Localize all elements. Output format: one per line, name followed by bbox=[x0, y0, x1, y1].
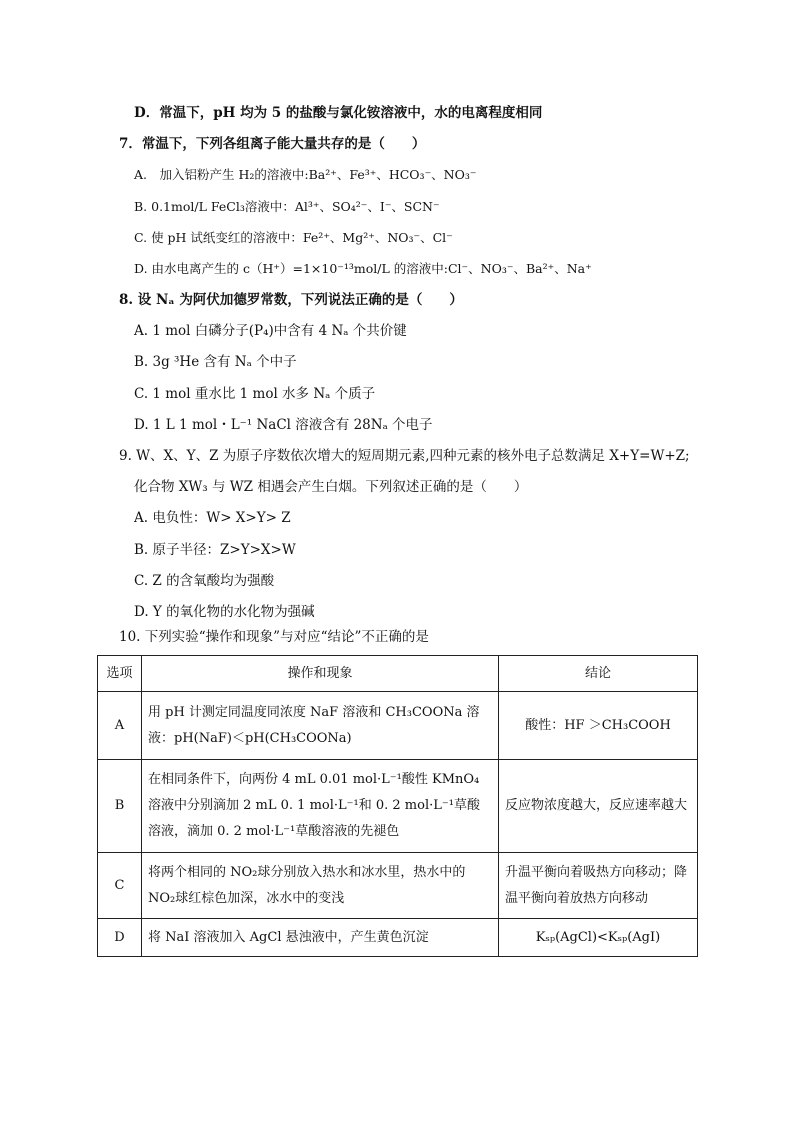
q8-stem: 8. 设 Nₐ 为阿伏加德罗常数，下列说法正确的是（ ） bbox=[119, 292, 463, 308]
row-operation: 将两个相同的 NO₂球分别放入热水和冰水里，热水中的 NO₂球红棕色加深，冰水中的变浅 bbox=[142, 853, 499, 919]
q7-option-c: C. 使 pH 试纸变红的溶液中：Fe²⁺、Mg²⁺、NO₃⁻、Cl⁻ bbox=[134, 230, 453, 245]
row-option: C bbox=[98, 853, 142, 919]
header-operation: 操作和现象 bbox=[142, 656, 499, 692]
table-row bbox=[98, 760, 698, 853]
q9-option-c: C. Z 的含氧酸均为强酸 bbox=[134, 573, 275, 589]
q8-option-c: C. 1 mol 重水比 1 mol 水多 Nₐ 个质子 bbox=[134, 386, 376, 402]
row-operation: 用 pH 计测定同温度同浓度 NaF 溶液和 CH₃COONa 溶液：pH(NaF)＜pH(CH₃COONa) bbox=[142, 692, 499, 760]
q8-option-b: B. 3g ³He 含有 Nₐ 个中子 bbox=[134, 354, 297, 370]
row-operation: 在相同条件下，向两份 4 mL 0.01 mol·L⁻¹酸性 KMnO₄ 溶液中分别滴加 2 mL 0. 1 mol·L⁻¹和 0. 2 mol·L⁻¹草酸溶液，滴加 0. 2 mol·L⁻¹草酸溶液的先褪色 bbox=[142, 760, 499, 853]
q10-stem: 10. 下列实验“操作和现象”与对应“结论”不正确的是 bbox=[119, 629, 429, 645]
row-option: B bbox=[98, 760, 142, 853]
row-conclusion: 反应物浓度越大，反应速率越大 bbox=[499, 760, 698, 853]
q8-option-a: A. 1 mol 白磷分子(P₄)中含有 4 Nₐ 个共价键 bbox=[134, 323, 407, 339]
row-option: D bbox=[98, 919, 142, 957]
row-conclusion: Kₛₚ(AgCl)<Kₛₚ(AgI) bbox=[499, 919, 698, 957]
q9-option-d: D. Y 的氧化物的水化物为强碱 bbox=[134, 604, 315, 620]
experiment-table bbox=[97, 655, 698, 957]
table-header-row bbox=[98, 656, 698, 692]
q7-option-d: D. 由水电离产生的 c（H⁺）=1×10⁻¹³mol/L 的溶液中:Cl⁻、NO₃⁻、Ba²⁺、Na⁺ bbox=[134, 261, 592, 276]
table-row bbox=[98, 919, 698, 957]
q7-stem: 7．常温下，下列各组离子能大量共存的是（ ） bbox=[119, 136, 426, 152]
q9-option-b: B. 原子半径：Z>Y>X>W bbox=[134, 542, 296, 558]
q8-option-d: D. 1 L 1 mol・L⁻¹ NaCl 溶液含有 28Nₐ 个电子 bbox=[134, 417, 433, 433]
header-option: 选项 bbox=[98, 656, 142, 692]
q6-option-d: D．常温下，pH 均为 5 的盐酸与氯化铵溶液中，水的电离程度相同 bbox=[134, 105, 543, 121]
row-option: A bbox=[98, 692, 142, 760]
q9-option-a: A. 电负性：W> X>Y> Z bbox=[134, 510, 291, 526]
q7-option-b: B. 0.1mol/L FeCl₃溶液中：Al³⁺、SO₄²⁻、I⁻、SCN⁻ bbox=[134, 199, 440, 214]
table-row bbox=[98, 853, 698, 919]
row-operation: 将 NaI 溶液加入 AgCl 悬浊液中，产生黄色沉淀 bbox=[142, 919, 499, 957]
header-conclusion: 结论 bbox=[499, 656, 698, 692]
row-conclusion: 升温平衡向着吸热方向移动；降温平衡向着放热方向移动 bbox=[499, 853, 698, 919]
q7-option-a: A. 加入铝粉产生 H₂的溶液中:Ba²⁺、Fe³⁺、HCO₃⁻、NO₃⁻ bbox=[134, 167, 477, 182]
q9-stem-continued: 化合物 XW₃ 与 WZ 相遇会产生白烟。下列叙述正确的是（ ） bbox=[134, 479, 528, 495]
row-conclusion: 酸性：HF ＞CH₃COOH bbox=[499, 692, 698, 760]
q9-stem: 9. W、X、Y、Z 为原子序数依次增大的短周期元素,四种元素的核外电子总数满足 X+Y=W+Z; bbox=[119, 448, 690, 464]
table-row bbox=[98, 692, 698, 760]
